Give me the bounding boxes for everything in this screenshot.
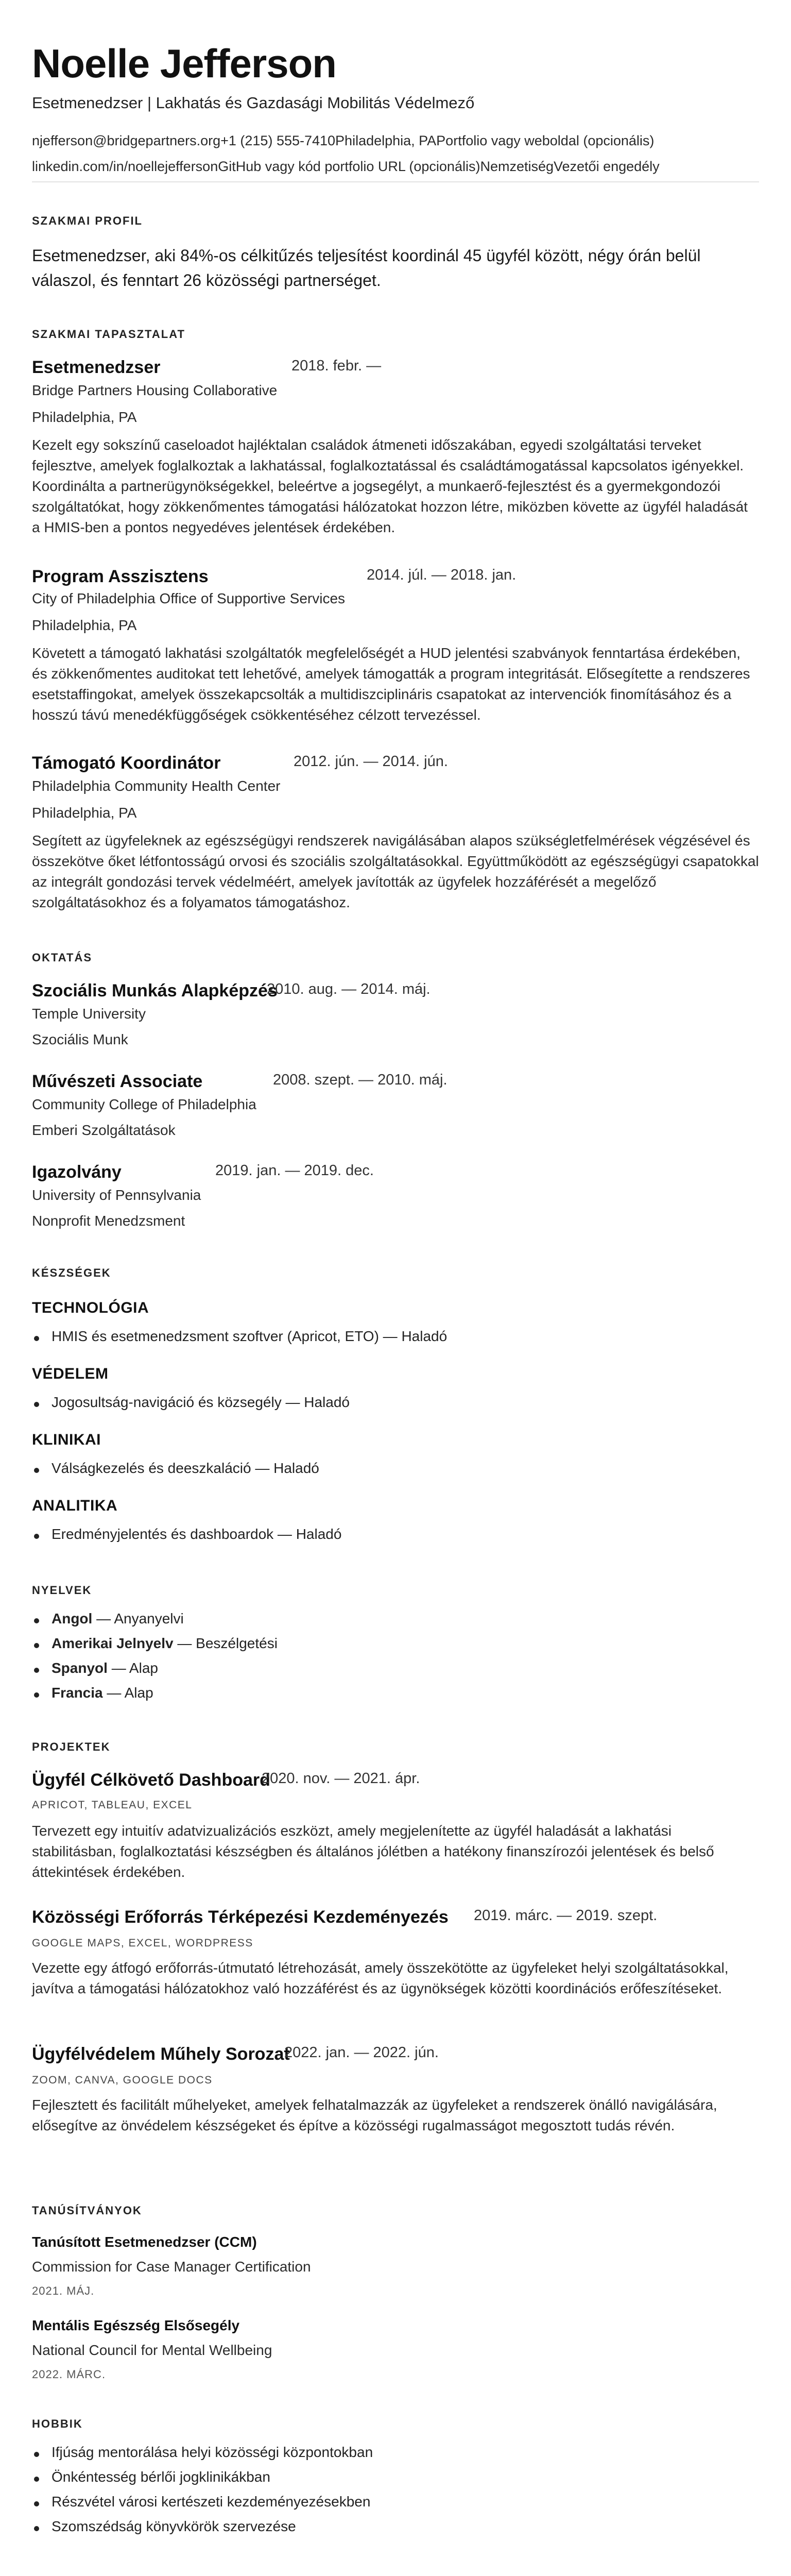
language-level: — Beszélgetési bbox=[173, 1635, 278, 1651]
degree-title: Igazolvány bbox=[32, 1162, 122, 1182]
bullet-dot bbox=[34, 2452, 39, 2457]
language-name: Spanyol bbox=[51, 1660, 108, 1676]
job-description: Kezelt egy sokszínű caseloadot hajléktalan családok átmeneti időszakában, egyedi szolgáltatási terveket fejlesztve, amelyek foglalkoztak a lakhatással, foglalkoztatással és családtámogatással kapcsolatos igényekkel. Koordinálta a partnerügynökségekkel, beleértve a jogsegélyt, a munkaerő-fejlesztést és a gyermekgondozói szolgáltatókat, hogy zökkenőmentes támogatási hálózatokat hozzon létre, miközben követte az ügyfél haladását a HMIS-ben a pontos negyedéves jelentések érdekében. bbox=[32, 437, 748, 535]
skill-category: VÉDELEM bbox=[32, 1365, 109, 1382]
bullet-dot bbox=[34, 1402, 39, 1407]
job-title: Esetmenedzser bbox=[32, 358, 161, 377]
contact-line-1: njefferson@bridgepartners.org+1 (215) 555-7410Philadelphia, PAPortfolio vagy weboldal (opcionális) bbox=[32, 133, 655, 148]
job-location: Philadelphia, PA bbox=[32, 409, 137, 425]
certification-title: Tanúsított Esetmenedzser (CCM) bbox=[32, 2234, 257, 2250]
certification-date: 2022. MÁRC. bbox=[32, 2368, 106, 2381]
job-date: 2014. júl. — 2018. jan. bbox=[367, 567, 517, 583]
hobby-item: Szomszédság könyvkörök szervezése bbox=[51, 2518, 296, 2534]
project-date: 2022. jan. — 2022. jún. bbox=[284, 2044, 439, 2061]
project-title: Ügyfél Célkövető Dashboard bbox=[32, 1770, 270, 1790]
certification-title: Mentális Egészség Elsősegély bbox=[32, 2317, 240, 2333]
bullet-dot bbox=[34, 1618, 39, 1623]
job-description: Követett a támogató lakhatási szolgáltatók megfelelőségét a HUD jelentési szabványok fenntartása érdekében, és zökkenőmentes auditokat tett lehetővé, amelyek támogatták a program integritását. Elősegítette a rendszeres esetstaffingokat, amelyek összekapcsolták a multidiszciplináris csapatokat az intervenciók finomításához és a hosszú távú menedékfüggőségek csökkentéséhez célzott tervezéssel. bbox=[32, 645, 750, 723]
project-date: 2019. márc. — 2019. szept. bbox=[474, 1907, 658, 1924]
school-name: Temple University bbox=[32, 1006, 146, 1022]
skill-item: Válságkezelés és deeszkaláció — Haladó bbox=[51, 1460, 319, 1476]
skill-item: Eredményjelentés és dashboardok — Haladó bbox=[51, 1526, 342, 1542]
job-title: Támogató Koordinátor bbox=[32, 753, 221, 773]
section-heading-languages: NYELVEK bbox=[32, 1584, 92, 1597]
section-heading-skills: KÉSZSÉGEK bbox=[32, 1266, 111, 1279]
project-description: Vezette egy átfogó erőforrás-útmutató létrehozását, amely összekötötte az ügyfeleket helyi szolgáltatásokkal, javítva a támogatási hálózatokhoz való hozzáférést és az ügynökségek közötti koordinációs erőfeszítéseket. bbox=[32, 1960, 729, 1996]
bullet-dot bbox=[34, 2477, 39, 2482]
headline: Esetmenedzser | Lakhatás és Gazdasági Mobilitás Védelmező bbox=[32, 94, 475, 112]
job-location: Philadelphia, PA bbox=[32, 805, 137, 821]
section-heading-education: OKTATÁS bbox=[32, 951, 93, 964]
profile-summary: Esetmenedzser, aki 84%-os célkitűzés teljesítést koordinál 45 ügyfél között, négy órán belül válaszol, és fenntart 26 közösségi partnerséget. bbox=[32, 246, 701, 290]
language-level: — Anyanyelvi bbox=[92, 1611, 184, 1626]
project-description: Fejlesztett és facilitált műhelyeket, amelyek felhatalmazzák az ügyfeleket a rendszerek önálló navigálására, elősegítve az önvédelem készségeket és építve a közösségi rugalmasságot megosztott tudás révén. bbox=[32, 2097, 717, 2133]
degree-date: 2010. aug. — 2014. máj. bbox=[267, 981, 431, 997]
language-item bbox=[51, 1611, 184, 1627]
section-heading-experience: SZAKMAI TAPASZTALAT bbox=[32, 328, 185, 341]
language-item bbox=[51, 1660, 158, 1676]
section-heading-hobbies: HOBBIK bbox=[32, 2417, 83, 2430]
degree-title: Művészeti Associate bbox=[32, 1072, 203, 1091]
hobby-item: Ifjúság mentorálása helyi közösségi központokban bbox=[51, 2444, 373, 2460]
section-heading-profile: SZAKMAI PROFIL bbox=[32, 214, 143, 227]
certification-date: 2021. MÁJ. bbox=[32, 2284, 95, 2297]
bullet-dot bbox=[34, 1692, 39, 1698]
language-name: Angol bbox=[51, 1611, 93, 1626]
job-location: Philadelphia, PA bbox=[32, 617, 137, 633]
degree-field: Emberi Szolgáltatások bbox=[32, 1122, 176, 1138]
skill-category: ANALITIKA bbox=[32, 1497, 118, 1514]
project-tech: ZOOM, CANVA, GOOGLE DOCS bbox=[32, 2074, 213, 2086]
bullet-dot bbox=[34, 1668, 39, 1673]
project-tech: GOOGLE MAPS, EXCEL, WORDPRESS bbox=[32, 1937, 253, 1949]
section-heading-projects: PROJEKTEK bbox=[32, 1740, 111, 1753]
project-title: Közösségi Erőforrás Térképezési Kezdeményezés bbox=[32, 1907, 449, 1927]
school-name: Community College of Philadelphia bbox=[32, 1096, 256, 1112]
language-name: Amerikai Jelnyelv bbox=[51, 1635, 174, 1651]
project-description: Tervezett egy intuitív adatvizualizációs eszközt, amely megjelenítette az ügyfél haladását a lakhatási stabilitásban, foglalkoztatási készségben és általános jólétben a hatékony finanszírozói jelentések és belső áttekintések érdekében. bbox=[32, 1823, 714, 1880]
language-level: — Alap bbox=[102, 1685, 153, 1701]
project-date: 2020. nov. — 2021. ápr. bbox=[262, 1770, 420, 1787]
job-date: 2012. jún. — 2014. jún. bbox=[294, 753, 448, 770]
skill-category: TECHNOLÓGIA bbox=[32, 1299, 149, 1316]
job-organization: City of Philadelphia Office of Supportive Services bbox=[32, 590, 346, 606]
job-date: 2018. febr. — bbox=[291, 358, 382, 374]
section-heading-certifications: TANÚSÍTVÁNYOK bbox=[32, 2204, 142, 2217]
project-tech: APRICOT, TABLEAU, EXCEL bbox=[32, 1799, 193, 1811]
language-level: — Alap bbox=[107, 1660, 158, 1676]
school-name: University of Pennsylvania bbox=[32, 1187, 201, 1203]
language-name: Francia bbox=[51, 1685, 103, 1701]
header-divider bbox=[32, 181, 759, 182]
skill-item: Jogosultság-navigáció és közsegély — Haladó bbox=[51, 1394, 350, 1410]
candidate-name: Noelle Jefferson bbox=[32, 41, 336, 86]
bullet-dot bbox=[34, 1643, 39, 1648]
hobby-item: Részvétel városi kertészeti kezdeményezésekben bbox=[51, 2494, 371, 2510]
contact-line-2: linkedin.com/in/noellejeffersonGitHub vagy kód portfolio URL (opcionális)NemzetiségVezetői engedély bbox=[32, 159, 660, 174]
job-organization: Bridge Partners Housing Collaborative bbox=[32, 382, 278, 398]
hobby-item: Önkéntesség bérlői jogklinikákban bbox=[51, 2469, 270, 2485]
project-title: Ügyfélvédelem Műhely Sorozat bbox=[32, 2044, 290, 2064]
degree-field: Nonprofit Menedzsment bbox=[32, 1213, 185, 1229]
degree-date: 2008. szept. — 2010. máj. bbox=[273, 1072, 448, 1088]
job-description: Segített az ügyfeleknek az egészségügyi rendszerek navigálásában alapos szükségletfelmérések végzésével és összekötve őket létfontosságú orvosi és szociális szolgáltatásokkal. Együttműködött az egészségügyi csapatokkal az integrált gondozási tervek védelméért, amelyek javították az ügyfelek hozzáférését a megelőző szolgáltatásokhoz és a folyamatos támogatáshoz. bbox=[32, 833, 759, 910]
skill-item: HMIS és esetmenedzsment szoftver (Apricot, ETO) — Haladó bbox=[51, 1328, 448, 1344]
language-item bbox=[51, 1685, 153, 1701]
degree-field: Szociális Munk bbox=[32, 1031, 128, 1047]
degree-date: 2019. jan. — 2019. dec. bbox=[215, 1162, 374, 1179]
bullet-dot bbox=[34, 2501, 39, 2506]
job-organization: Philadelphia Community Health Center bbox=[32, 778, 281, 794]
job-title: Program Asszisztens bbox=[32, 567, 209, 586]
language-item bbox=[51, 1635, 278, 1652]
bullet-dot bbox=[34, 1468, 39, 1473]
certification-issuer: Commission for Case Manager Certification bbox=[32, 2259, 311, 2275]
certification-issuer: National Council for Mental Wellbeing bbox=[32, 2342, 272, 2358]
degree-title: Szociális Munkás Alapképzés bbox=[32, 981, 278, 1001]
skill-category: KLINIKAI bbox=[32, 1431, 101, 1448]
bullet-dot bbox=[34, 2526, 39, 2531]
bullet-dot bbox=[34, 1336, 39, 1341]
bullet-dot bbox=[34, 1534, 39, 1539]
